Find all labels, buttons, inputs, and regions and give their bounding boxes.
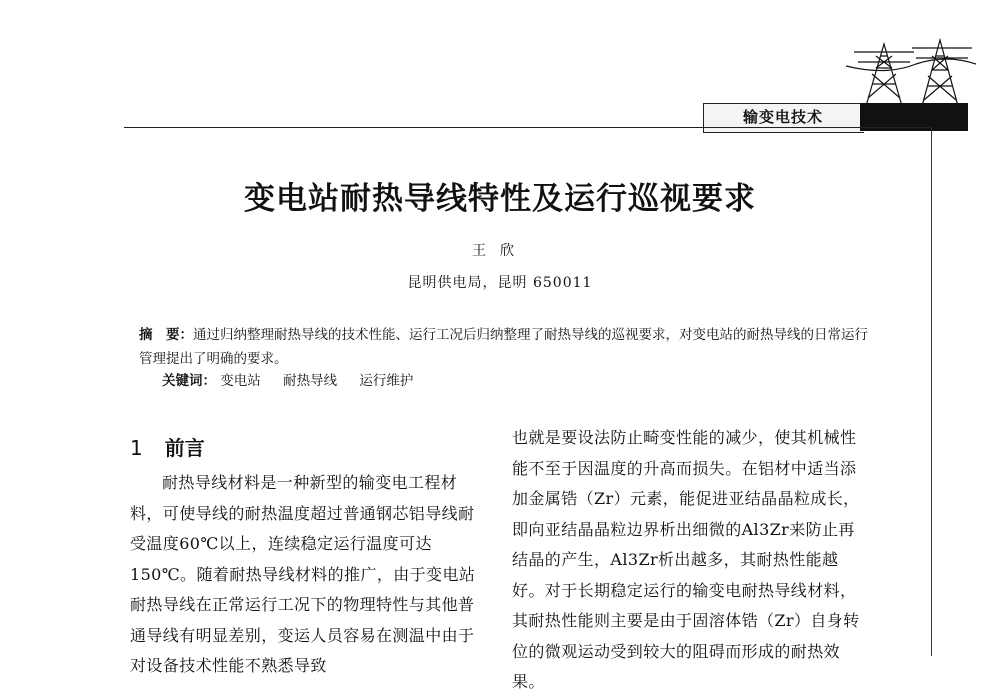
body-paragraph: 耐热导线材料是一种新型的输变电工程材料，可使导线的耐热温度超过普通钢芯铝导线耐受温度60℃以上，连续稳定运行温度可达150℃。随着耐热导线材料的推广，由于变电站耐热导线在正常运行工况下的物理特性与其他普通导线有明显差别，变运人员容易在测温中由于对设备技术性能不熟悉导致	[130, 473, 476, 675]
article-title: 变电站耐热导线特性及运行巡视要求	[244, 181, 756, 217]
abstract-label: 摘 要：	[139, 327, 193, 343]
abstract-text: 通过归纳整理耐热导线的技术性能、运行工况后归纳整理了耐热导线的巡视要求，对变电站的耐热导线的日常运行管理提出了明确的要求。	[139, 327, 868, 367]
keyword: 耐热导线	[283, 373, 338, 389]
section-title: 前言	[164, 436, 205, 460]
body-column-left	[130, 468, 480, 682]
keyword: 变电站	[220, 373, 261, 389]
journal-section-banner: 输变电技术	[743, 108, 824, 126]
article-affiliation: 昆明供电局，昆明 650011	[407, 275, 593, 291]
header-rule	[124, 127, 930, 128]
article-author: 王欣	[472, 243, 528, 259]
keywords-label: 关键词：	[162, 373, 216, 389]
transmission-tower-icon	[846, 36, 976, 106]
keyword: 运行维护	[359, 373, 414, 389]
keywords	[162, 371, 431, 391]
body-column-right	[512, 423, 864, 698]
body-paragraph: 也就是要设法防止畸变性能的减少，使其机械性能不至于因温度的升高而损失。在铝材中适当添加金属锆（Zr）元素，能促进亚结晶晶粒成长，即向亚结晶晶粒边界析出细微的Al3Zr来防止再结晶的产生，Al3Zr析出越多，其耐热性能越好。对于长期稳定运行的输变电耐热导线材料，其耐热性能则主要是由于固溶体锆（Zr）自身转位的微观运动受到较大的阻碍而形成的耐热效果。	[512, 428, 860, 691]
section-number: 1	[130, 436, 143, 460]
abstract	[139, 323, 869, 371]
section-heading	[130, 432, 205, 461]
